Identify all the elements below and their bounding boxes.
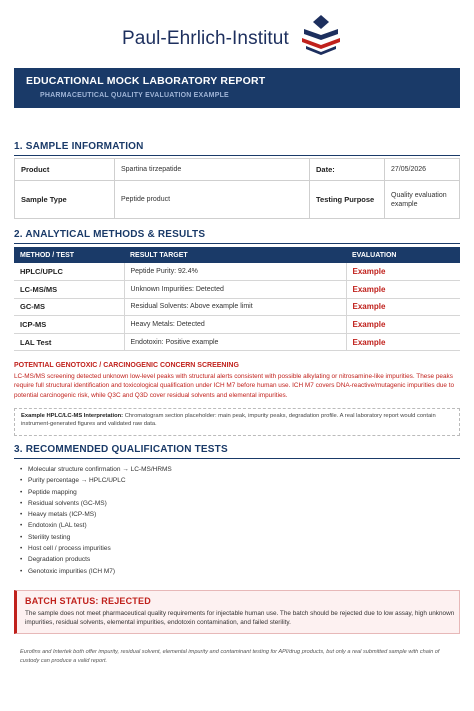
report-banner	[14, 68, 460, 108]
date-label: Date:	[310, 159, 385, 181]
method-cell: ICP-MS	[14, 316, 124, 334]
table-row	[14, 263, 460, 281]
methods-results-table	[14, 247, 460, 351]
date-value: 27/05/2026	[385, 159, 460, 181]
column-header-result: RESULT TARGET	[124, 247, 346, 263]
list-item: • Heavy metals (ICP-MS)	[20, 509, 460, 520]
sample-info-table	[14, 158, 460, 219]
report-subtitle: PHARMACEUTICAL QUALITY EVALUATION EXAMPLE	[40, 92, 229, 99]
batch-status-box	[14, 590, 460, 634]
concern-text: LC-MS/MS screening detected unknown low-level peaks with structural alerts consistent with possible alkylating or nitrosamine-like impurities. These peaks require full structural identification and toxicological qualification under ICH M7 before human use. ICH M7 covers DNA-reactive/mutagenic impurities due to potential carcinogenic risk, while Q3C and Q3D cover residual solvents and elemental impurities.	[14, 373, 455, 399]
pei-eagle-logo-icon	[298, 12, 344, 58]
product-label: Product	[15, 159, 115, 181]
sample-type-label: Sample Type	[15, 181, 115, 219]
table-row	[14, 298, 460, 316]
list-item: • Peptide mapping	[20, 487, 460, 498]
batch-status-text: The sample does not meet pharmaceutical quality requirements for injectable human use. The batch should be rejected due to low assay, high unknown impurities, residual solvents, elemental impurities, endotoxin contamination, and failed sterility.	[25, 610, 455, 627]
table-row	[14, 281, 460, 299]
column-header-method: METHOD / TEST	[14, 247, 124, 263]
result-cell: Heavy Metals: Detected	[124, 316, 346, 334]
method-cell: LAL Test	[14, 333, 124, 351]
evaluation-cell: Example	[346, 316, 460, 334]
method-cell: HPLC/UPLC	[14, 263, 124, 281]
result-cell: Unknown Impurities: Detected	[124, 281, 346, 299]
method-cell: GC-MS	[14, 298, 124, 316]
sample-type-value: Peptide product	[115, 181, 310, 219]
list-item: • Genotoxic impurities (ICH M7)	[20, 566, 460, 577]
table-row	[14, 333, 460, 351]
table-row	[14, 316, 460, 334]
section-heading-sample: 1. SAMPLE INFORMATION	[14, 141, 460, 156]
evaluation-cell: Example	[346, 263, 460, 281]
evaluation-cell: Example	[346, 281, 460, 299]
report-title: EDUCATIONAL MOCK LABORATORY REPORT	[26, 75, 266, 87]
list-item: • Residual solvents (GC-MS)	[20, 498, 460, 509]
section-heading-tests: 3. RECOMMENDED QUALIFICATION TESTS	[14, 444, 460, 459]
list-item: • Purity percentage → HPLC/UPLC	[20, 475, 460, 486]
evaluation-cell: Example	[346, 333, 460, 351]
list-item: • Endotoxin (LAL test)	[20, 520, 460, 531]
result-cell: Peptide Purity: 92.4%	[124, 263, 346, 281]
list-item: • Host cell / process impurities	[20, 543, 460, 554]
batch-status-heading: BATCH STATUS: REJECTED	[25, 596, 151, 606]
list-item: • Sterility testing	[20, 532, 460, 543]
result-cell: Residual Solvents: Above example limit	[124, 298, 346, 316]
concern-heading: POTENTIAL GENOTOXIC / CARCINOGENIC CONCERN SCREENING	[14, 362, 239, 369]
note-text: Chromatogram section placeholder: main peak, impurity peaks, degradation profile. A real laboratory report would contain instrument-generated figures and validated raw data.	[21, 413, 436, 428]
logo-header	[0, 10, 474, 58]
product-value: Spartina tirzepatide	[115, 159, 310, 181]
result-cell: Endotoxin: Positive example	[124, 333, 346, 351]
note-label: Example HPLC/LC-MS Interpretation:	[21, 413, 124, 419]
column-header-evaluation: EVALUATION	[346, 247, 460, 263]
institute-name: Paul-Ehrlich-Institut	[122, 28, 289, 49]
evaluation-cell: Example	[346, 298, 460, 316]
testing-purpose-value: Quality evaluation example	[385, 181, 460, 219]
list-item: • Molecular structure confirmation → LC-MS/HRMS	[20, 464, 460, 475]
method-cell: LC-MS/MS	[14, 281, 124, 299]
section-heading-methods: 2. ANALYTICAL METHODS & RESULTS	[14, 229, 460, 244]
testing-purpose-label: Testing Purpose	[310, 181, 385, 219]
footer-disclaimer: Eurofins and Intertek both offer impurity, residual solvent, elemental impurity and contaminant testing for API/drug products, but only a real submitted sample with chain of custody can produce a valid report.	[20, 649, 440, 664]
qualification-tests-list	[20, 464, 460, 577]
list-item: • Degradation products	[20, 554, 460, 565]
interpretation-note	[14, 408, 460, 436]
